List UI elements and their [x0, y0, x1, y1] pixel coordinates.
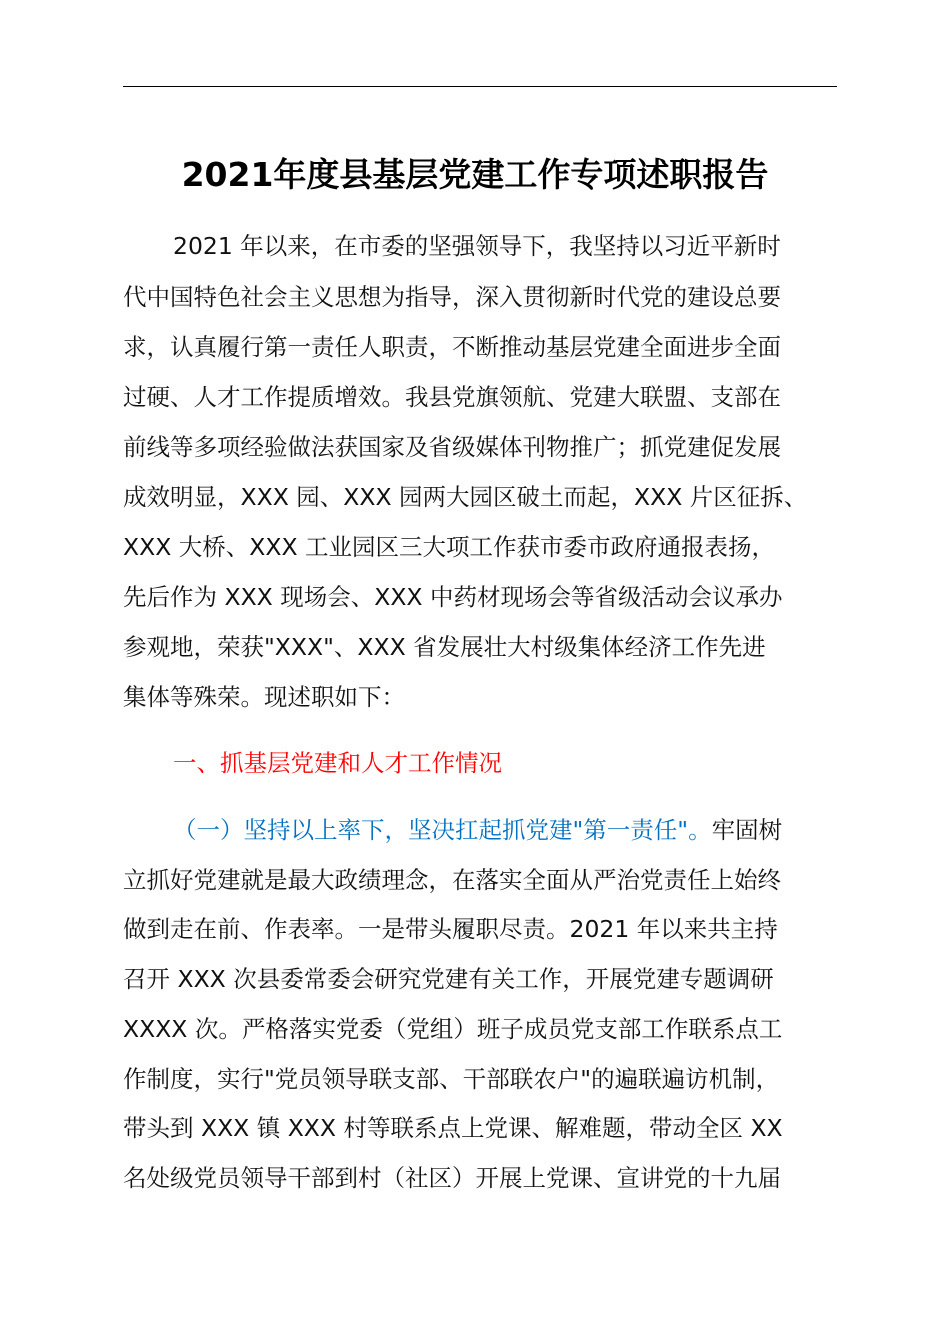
intro-line: 代中国特色社会主义思想为指导，深入贯彻新时代党的建设总要: [123, 283, 781, 311]
intro-line: 2021 年以来，在市委的坚强领导下，我坚持以习近平新时: [173, 232, 781, 260]
header-rule: [123, 86, 837, 87]
intro-line: XXX 大桥、XXX 工业园区三大项工作获市委市政府通报表扬，: [123, 533, 776, 561]
body-line: 名处级党员领导干部到村（社区）开展上党课、宣讲党的十九届: [123, 1164, 781, 1192]
section-heading: 一、抓基层党建和人才工作情况: [173, 749, 502, 777]
body-line: 做到走在前、作表率。一是带头履职尽责。2021 年以来共主持: [123, 915, 778, 943]
intro-line: 先后作为 XXX 现场会、XXX 中药材现场会等省级活动会议承办: [123, 583, 783, 611]
intro-line: 过硬、人才工作提质增效。我县党旗领航、党建大联盟、支部在: [123, 383, 781, 411]
intro-line: 前线等多项经验做法获国家及省级媒体刊物推广；抓党建促发展: [123, 433, 781, 461]
intro-line: 参观地，荣获"XXX"、XXX 省发展壮大村级集体经济工作先进: [123, 633, 766, 661]
body-line: 召开 XXX 次县委常委会研究党建有关工作，开展党建专题调研: [123, 965, 774, 993]
intro-line: 成效明显，XXX 园、XXX 园两大园区破土而起，XXX 片区征拆、: [123, 483, 808, 511]
body-line: 立抓好党建就是最大政绩理念，在落实全面从严治党责任上始终: [123, 866, 781, 894]
intro-line: 求，认真履行第一责任人职责，不断推动基层党建全面进步全面: [123, 333, 781, 361]
document-title: 2021年度县基层党建工作专项述职报告: [181, 155, 769, 194]
intro-line: 集体等殊荣。现述职如下：: [123, 683, 405, 711]
body-line: 带头到 XXX 镇 XXX 村等联系点上党课、解难题，带动全区 XX: [123, 1114, 783, 1142]
sub-heading: （一）坚持以上率下，坚决扛起抓党建"第一责任"。: [173, 816, 712, 844]
body-line: 作制度，实行"党员领导联支部、干部联农户"的遍联遍访机制，: [123, 1065, 780, 1093]
sub-heading-line: [173, 812, 782, 848]
body-line: XXXX 次。严格落实党委（党组）班子成员党支部工作联系点工: [123, 1015, 783, 1043]
sub-heading-continuation: 牢固树: [711, 816, 783, 844]
